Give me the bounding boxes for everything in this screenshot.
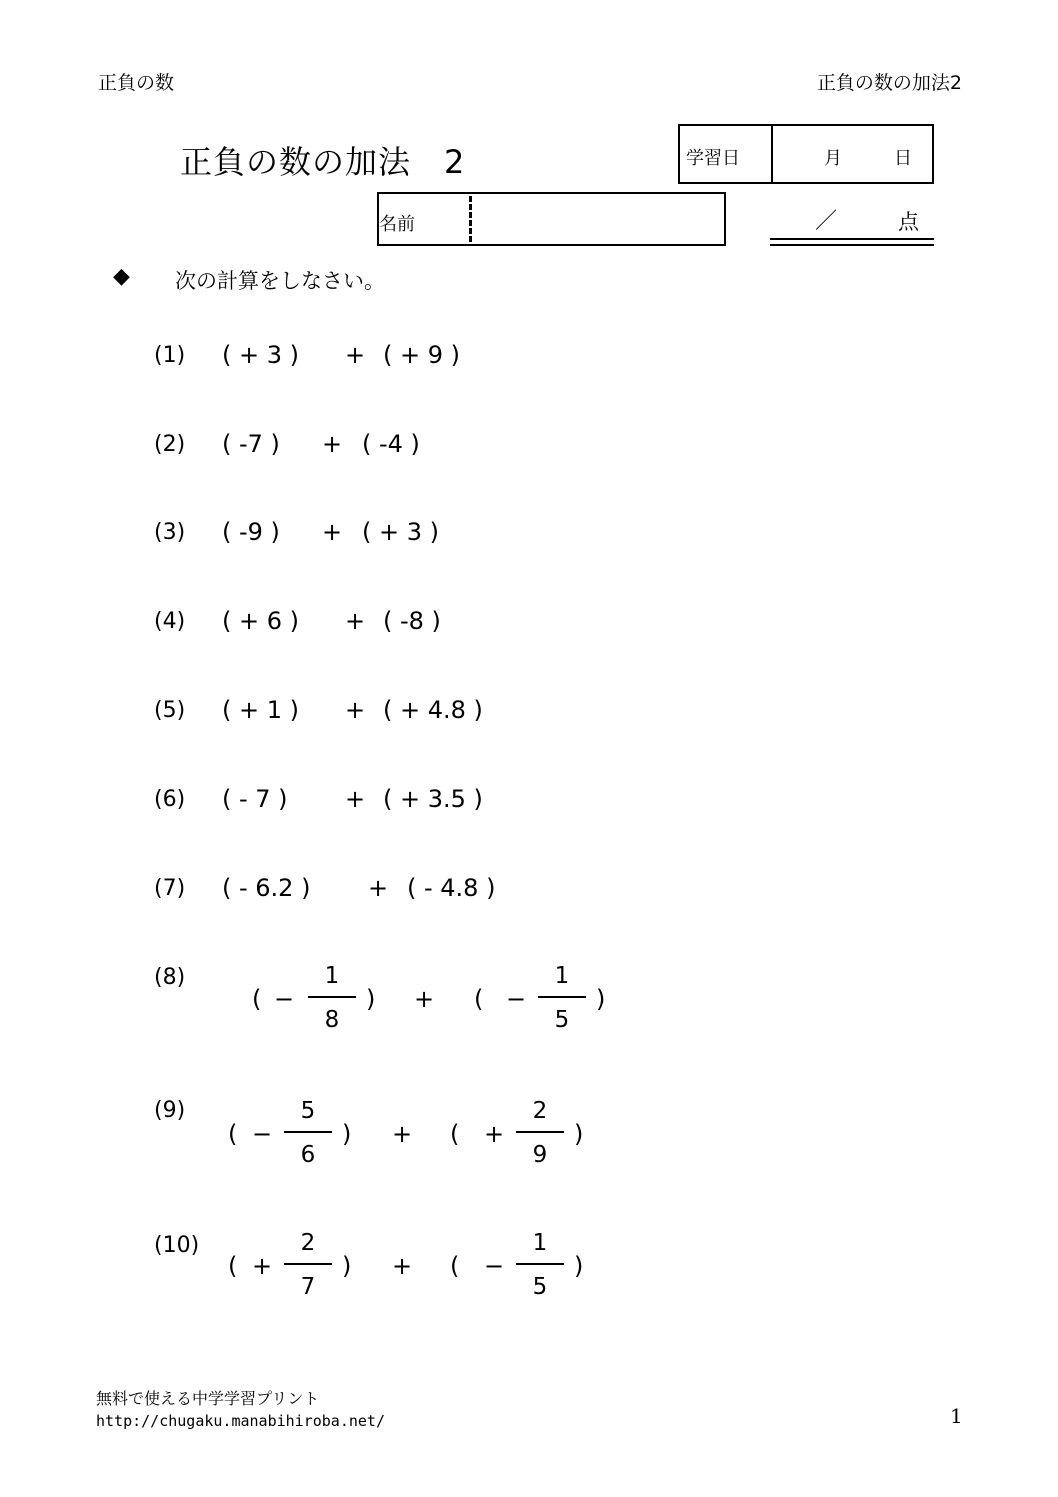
term-a: ( - 6.2 ) [222, 874, 311, 902]
operator: + [322, 430, 343, 458]
fraction-bar [516, 1131, 564, 1133]
problem-number: (8) [154, 965, 186, 990]
fraction-a [284, 1229, 332, 1301]
numerator: 2 [300, 1230, 316, 1256]
sign-a: − [252, 1120, 273, 1148]
problem-number: (5) [154, 698, 186, 723]
problem-number: (1) [154, 343, 186, 368]
close-paren: ) [342, 1120, 352, 1148]
problem-number: (10) [154, 1233, 200, 1258]
sign-a: + [252, 1252, 273, 1280]
footer-url[interactable]: http://chugaku.manabihiroba.net/ [96, 1412, 385, 1430]
denominator: 5 [532, 1274, 548, 1300]
problem-number: (6) [154, 787, 186, 812]
operator: + [345, 785, 366, 813]
term-b: ( - 4.8 ) [407, 874, 496, 902]
operator: + [392, 1120, 413, 1148]
fraction-a [284, 1097, 332, 1169]
problem-number: (4) [154, 609, 186, 634]
denominator: 9 [532, 1142, 548, 1168]
date-box [678, 124, 934, 184]
instruction-text: 次の計算をしなさい。 [175, 269, 385, 293]
fraction-bar [308, 996, 356, 998]
problem-number: (7) [154, 876, 186, 901]
name-box-divider [469, 196, 472, 242]
term-a: ( + 6 ) [222, 607, 299, 635]
score-unit: 点 [898, 210, 919, 234]
operator: + [322, 518, 343, 546]
score-underline-1 [770, 238, 934, 240]
header-left: 正負の数 [98, 72, 175, 94]
term-b: ( + 3 ) [362, 518, 439, 546]
day-label: 日 [894, 148, 912, 169]
problem-number: (3) [154, 520, 186, 545]
page-number: 1 [950, 1404, 963, 1428]
name-label: 名前 [379, 214, 415, 235]
sign-b: − [484, 1252, 505, 1280]
open-paren: ( [450, 1252, 460, 1280]
term-a: ( -9 ) [222, 518, 280, 546]
header-right: 正負の数の加法2 [816, 72, 962, 94]
operator: + [414, 985, 435, 1013]
denominator: 6 [300, 1142, 316, 1168]
denominator: 8 [324, 1007, 340, 1033]
fraction-b [516, 1229, 564, 1301]
open-paren: ( [228, 1120, 238, 1148]
date-label: 学習日 [686, 148, 740, 169]
fraction-b [516, 1097, 564, 1169]
operator: + [345, 607, 366, 635]
numerator: 1 [324, 963, 340, 989]
score-underline-2 [770, 244, 934, 246]
date-box-divider [771, 126, 773, 182]
score-slash: ／ [815, 209, 838, 234]
open-paren: ( [228, 1252, 238, 1280]
open-paren: ( [450, 1120, 460, 1148]
fraction-b [538, 962, 586, 1034]
numerator: 1 [554, 963, 570, 989]
open-paren: ( [474, 985, 484, 1013]
problem-number: (9) [154, 1098, 186, 1123]
footer-title: 無料で使える中学学習プリント [96, 1389, 320, 1408]
fraction-bar [284, 1131, 332, 1133]
term-b: ( + 3.5 ) [383, 785, 483, 813]
fraction-bar [516, 1263, 564, 1265]
operator: + [368, 874, 389, 902]
close-paren: ) [574, 1120, 584, 1148]
term-b: ( + 9 ) [383, 341, 460, 369]
term-b: ( + 4.8 ) [383, 696, 483, 724]
term-a: ( + 1 ) [222, 696, 299, 724]
term-a: ( - 7 ) [222, 785, 288, 813]
denominator: 7 [300, 1274, 316, 1300]
problem-number: (2) [154, 432, 186, 457]
diamond-bullet-icon: ◆ [113, 264, 130, 289]
fraction-a [308, 962, 356, 1034]
open-paren: ( [252, 985, 262, 1013]
sign-b: + [484, 1120, 505, 1148]
close-paren: ) [342, 1252, 352, 1280]
close-paren: ) [574, 1252, 584, 1280]
fraction-bar [284, 1263, 332, 1265]
term-b: ( -4 ) [362, 430, 420, 458]
name-box[interactable] [377, 192, 726, 246]
sign-a: − [274, 985, 295, 1013]
operator: + [345, 696, 366, 724]
operator: + [392, 1252, 413, 1280]
numerator: 1 [532, 1230, 548, 1256]
close-paren: ) [596, 985, 606, 1013]
page-title: 正負の数の加法 2 [180, 143, 466, 181]
denominator: 5 [554, 1007, 570, 1033]
fraction-bar [538, 996, 586, 998]
term-b: ( -8 ) [383, 607, 441, 635]
term-a: ( -7 ) [222, 430, 280, 458]
operator: + [345, 341, 366, 369]
sign-b: − [506, 985, 527, 1013]
numerator: 2 [532, 1098, 548, 1124]
term-a: ( + 3 ) [222, 341, 299, 369]
month-label: 月 [824, 148, 842, 169]
close-paren: ) [366, 985, 376, 1013]
numerator: 5 [300, 1098, 316, 1124]
